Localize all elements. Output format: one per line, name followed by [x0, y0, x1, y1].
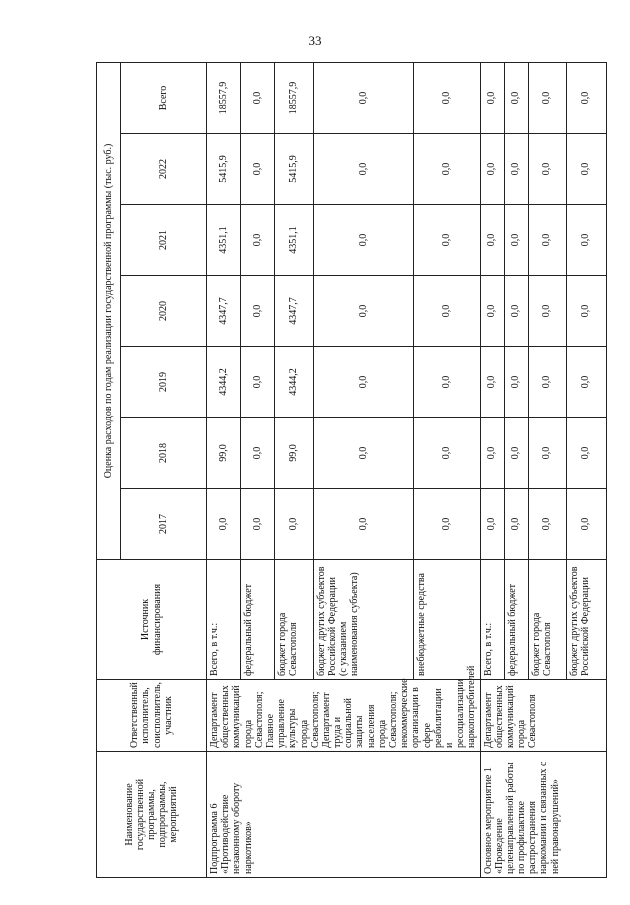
source-cell: Всего, в т.ч.: [207, 560, 241, 680]
source-cell: бюджет других субъектов Российской Федерации (с указанием наименования субъекта) [313, 560, 413, 680]
year-value-cell: 0,0 [313, 347, 413, 418]
source-cell: федеральный бюджет [504, 560, 528, 680]
header-year: 2021 [121, 205, 207, 276]
year-value-cell: 0,0 [240, 276, 274, 347]
year-value-cell: 0,0 [313, 134, 413, 205]
year-value-cell: 0,0 [313, 489, 413, 560]
total-value-cell: 0,0 [240, 62, 274, 133]
source-cell: федеральный бюджет [240, 560, 274, 680]
year-value-cell: 0,0 [413, 418, 480, 489]
year-value-cell: 4351,1 [207, 205, 241, 276]
year-value-cell: 0,0 [240, 134, 274, 205]
year-value-cell: 0,0 [240, 418, 274, 489]
year-value-cell: 0,0 [528, 134, 566, 205]
source-cell: Всего, в т.ч.: [480, 560, 504, 680]
page-number: 33 [308, 33, 322, 48]
year-value-cell: 0,0 [207, 489, 241, 560]
responsible-cell: Департамент общественных коммуникаций города Севастополя [480, 680, 606, 752]
year-value-cell: 0,0 [566, 276, 606, 347]
program-name-cell: Подпрограмма 6 «Противодействие незаконному обороту наркотиков» [207, 752, 481, 878]
year-value-cell: 0,0 [313, 205, 413, 276]
year-value-cell: 5415,9 [207, 134, 241, 205]
total-value-cell: 0,0 [566, 62, 606, 133]
year-value-cell: 0,0 [504, 134, 528, 205]
year-value-cell: 0,0 [274, 489, 313, 560]
year-value-cell: 99,0 [207, 418, 241, 489]
year-value-cell: 4344,2 [274, 347, 313, 418]
header-year: 2020 [121, 276, 207, 347]
year-value-cell: 0,0 [480, 276, 504, 347]
total-value-cell: 0,0 [528, 62, 566, 133]
year-value-cell: 0,0 [528, 489, 566, 560]
table-row [480, 62, 504, 877]
year-value-cell: 0,0 [413, 134, 480, 205]
year-value-cell: 0,0 [413, 276, 480, 347]
header-year: 2022 [121, 134, 207, 205]
year-value-cell: 0,0 [566, 347, 606, 418]
table-row [207, 62, 241, 877]
year-value-cell: 0,0 [528, 205, 566, 276]
table-body [207, 62, 607, 877]
year-value-cell: 0,0 [480, 205, 504, 276]
year-value-cell: 0,0 [566, 489, 606, 560]
total-value-cell: 18557,9 [207, 62, 241, 133]
year-value-cell: 0,0 [313, 418, 413, 489]
source-cell: бюджет города Севастополя [274, 560, 313, 680]
year-value-cell: 99,0 [274, 418, 313, 489]
year-value-cell: 0,0 [240, 347, 274, 418]
year-value-cell: 0,0 [566, 205, 606, 276]
header-year: 2017 [121, 489, 207, 560]
year-value-cell: 0,0 [413, 489, 480, 560]
year-value-cell: 0,0 [504, 489, 528, 560]
header-estimate: Оценка расходов по годам реализации государственной программы (тыс. руб.) [97, 62, 121, 559]
total-value-cell: 0,0 [313, 62, 413, 133]
year-value-cell: 4347,7 [274, 276, 313, 347]
year-value-cell: 0,0 [528, 347, 566, 418]
header-total: Всего [121, 62, 207, 133]
total-value-cell: 18557,9 [274, 62, 313, 133]
total-value-cell: 0,0 [480, 62, 504, 133]
year-value-cell: 4351,1 [274, 205, 313, 276]
total-value-cell: 0,0 [504, 62, 528, 133]
year-value-cell: 0,0 [566, 418, 606, 489]
responsible-cell: Департамент общественных коммуникаций города Севастополя; Главное управление культуры города Севастополя; Департамент труда и социальной защиты населения города Севастополя; некоммерческие организации в сфере реабилитации и ресоциализации наркопотребителей [207, 680, 481, 752]
rotated-table-container [96, 63, 592, 878]
source-cell: бюджет других субъектов Российской Федерации [566, 560, 606, 680]
year-value-cell: 0,0 [240, 205, 274, 276]
year-value-cell: 0,0 [504, 418, 528, 489]
total-value-cell: 0,0 [413, 62, 480, 133]
year-value-cell: 0,0 [504, 205, 528, 276]
year-value-cell: 0,0 [566, 134, 606, 205]
year-value-cell: 4347,7 [207, 276, 241, 347]
budget-table [96, 62, 607, 878]
year-value-cell: 0,0 [240, 489, 274, 560]
year-value-cell: 0,0 [480, 134, 504, 205]
year-value-cell: 0,0 [413, 205, 480, 276]
source-cell: бюджет города Севастополя [528, 560, 566, 680]
year-value-cell: 0,0 [528, 418, 566, 489]
year-value-cell: 0,0 [480, 418, 504, 489]
header-name: Наименование государственной программы, подпрограммы, мероприятий [97, 752, 207, 878]
year-value-cell: 0,0 [313, 276, 413, 347]
year-value-cell: 4344,2 [207, 347, 241, 418]
year-value-cell: 0,0 [528, 276, 566, 347]
year-value-cell: 0,0 [504, 276, 528, 347]
year-value-cell: 0,0 [480, 489, 504, 560]
header-year: 2019 [121, 347, 207, 418]
year-value-cell: 5415,9 [274, 134, 313, 205]
year-value-cell: 0,0 [504, 347, 528, 418]
program-name-cell: Основное мероприятие 1 «Проведение целенаправленной работы по профилактике распространения наркомании и связанных с ней правонарушений» [480, 752, 606, 878]
source-cell: внебюджетные средства [413, 560, 480, 680]
year-value-cell: 0,0 [480, 347, 504, 418]
year-value-cell: 0,0 [413, 347, 480, 418]
header-source: Источник финансирования [97, 560, 207, 680]
header-year: 2018 [121, 418, 207, 489]
header-responsible: Ответственный исполнитель, соисполнитель, участник [97, 680, 207, 752]
